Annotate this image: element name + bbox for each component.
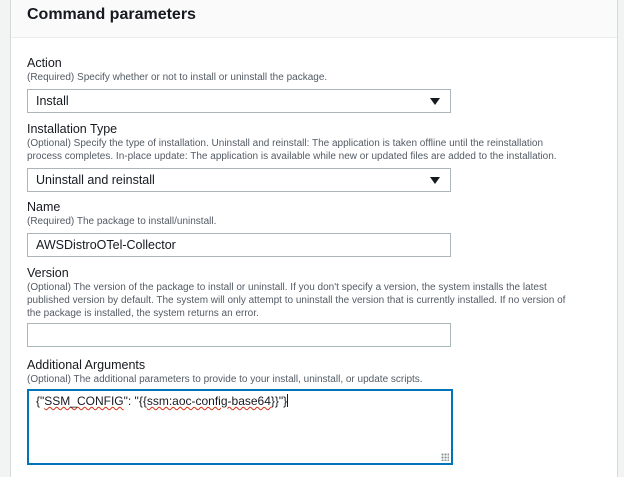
panel-header: [11, 0, 617, 38]
installation-type-description-line2: process completes. In-place update: The application is available while new or updated files are added to the installation.: [27, 151, 557, 162]
command-parameters-panel: [10, 0, 618, 477]
installation-type-field: [27, 122, 587, 187]
version-field: [27, 266, 587, 320]
installation-type-select-value: Uninstall and reinstall: [36, 173, 155, 187]
additional-arguments-textarea[interactable]: [27, 389, 453, 465]
name-label: Name: [27, 200, 61, 214]
additional-arguments-description: (Optional) The additional parameters to provide to your install, uninstall, or update scripts.: [27, 374, 423, 385]
installation-type-description-line1: (Optional) Specify the type of installation. Uninstall and reinstall: The application is taken offline until the reinstallation: [27, 138, 544, 149]
caret-down-icon: [430, 98, 440, 105]
arg-text-part5: }}"}: [270, 394, 288, 408]
version-description-line1: (Optional) The version of the package to install or uninstall. If you don't specify a version, the system installs the latest: [27, 282, 547, 293]
arg-text-part1: {": [36, 394, 45, 408]
action-field: [27, 56, 587, 108]
name-description: (Required) The package to install/uninstall.: [27, 216, 217, 227]
action-description: (Required) Specify whether or not to install or uninstall the package.: [27, 72, 328, 83]
version-description-line3: the package is installed, the system returns an error.: [27, 308, 259, 319]
action-label: Action: [27, 56, 62, 70]
arg-text-part4: ssm:aoc-config-base64: [146, 394, 271, 408]
version-input[interactable]: [27, 323, 451, 347]
resize-handle-icon[interactable]: [441, 453, 449, 461]
action-select-value: Install: [36, 94, 69, 108]
installation-type-select[interactable]: [27, 168, 451, 192]
panel-title: Command parameters: [27, 6, 196, 23]
installation-type-label: Installation Type: [27, 122, 118, 136]
arg-text-part2: SSM_CONFIG: [44, 394, 124, 408]
text-cursor: [287, 394, 288, 407]
action-select[interactable]: [27, 89, 451, 113]
arg-text-part3: ": "{{: [123, 394, 147, 408]
name-field: [27, 200, 587, 252]
additional-arguments-label: Additional Arguments: [27, 358, 146, 372]
version-description-line2: published version by default. The system will only attempt to uninstall the version that is currently installed. If no version of: [27, 295, 566, 306]
version-label: Version: [27, 266, 69, 280]
caret-down-icon: [430, 177, 440, 184]
name-input[interactable]: AWSDistroOTel-Collector: [27, 233, 451, 257]
additional-arguments-field: [27, 358, 587, 408]
